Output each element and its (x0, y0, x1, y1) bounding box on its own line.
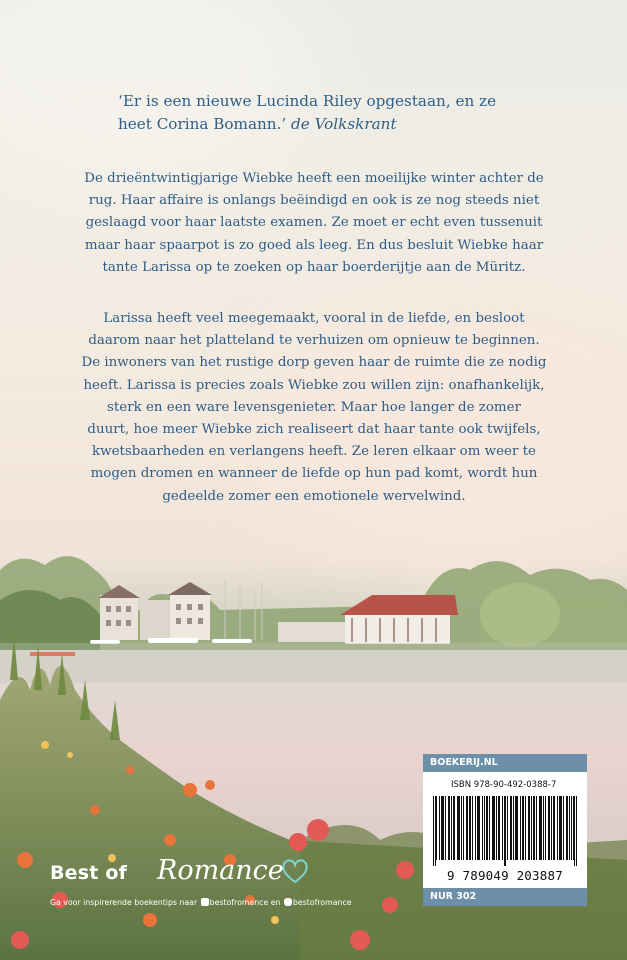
publisher-website: BOEKERIJ.NL (423, 754, 587, 772)
barcode-bar (553, 796, 554, 860)
barcode-bar (479, 796, 480, 860)
blurb-line: De inwoners van het rustige dorp geven haar de ruimte die ze nodig (81, 355, 547, 371)
barcode-bar (496, 796, 497, 860)
barcode-bar (436, 796, 437, 860)
isbn-number: ISBN 978-90-492-0388-7 (451, 780, 557, 790)
blurb-line: sterk en een ware levensgenieter. Maar hoe langer de zomer (107, 399, 521, 415)
instagram-handle: bestofromance (292, 898, 352, 907)
barcode-bar (574, 796, 575, 866)
barcode-bar (523, 796, 524, 860)
blurb-line: De drieëntwintigjarige Wiebke heeft een moeilijke winter achter de (84, 171, 544, 186)
tagline-text: Ga voor inspirerende boekentips naar (50, 898, 198, 907)
barcode-bar (445, 796, 446, 860)
quote-line-1: ‘Er is een nieuwe Lucinda Riley opgestaan, en ze (118, 92, 497, 110)
barcode-bar (548, 796, 549, 860)
blurb-line: duurt, hoe meer Wiebke zich realiseert dat haar tante ook twijfels, (87, 422, 541, 438)
barcode-bar (435, 796, 436, 866)
barcode-bar (453, 796, 454, 860)
instagram-icon (284, 898, 292, 906)
blurb-line: maar haar spaarpot is zo goed als leeg. En dus besluit Wiebke haar (84, 237, 544, 253)
barcode-bar (442, 796, 443, 860)
barcode-bar (543, 796, 544, 860)
barcode-bar (557, 796, 558, 860)
barcode-bar (482, 796, 483, 860)
barcode-bar (571, 796, 572, 860)
barcode-bar (467, 796, 468, 860)
barcode-bar (511, 796, 512, 860)
barcode-bar (573, 796, 574, 860)
barcode-bar (486, 796, 487, 860)
nur-code: NUR 302 (423, 888, 587, 906)
barcode-bar (484, 796, 485, 860)
barcode-bar (561, 796, 562, 860)
blurb-line: gedeelde zomer een emotionele wervelwind. (162, 488, 466, 504)
barcode-bar (478, 796, 479, 860)
barcode-bar (560, 796, 561, 860)
blurb-line: heeft. Larissa is precies zoals Wiebke zou willen zijn: onafhankelijk, (83, 377, 545, 393)
barcode-bar (549, 796, 550, 860)
tagline-and: en (270, 898, 281, 907)
blurb-line: Larissa heeft veel meegemaakt, vooral in de liefde, en besloot (103, 311, 525, 326)
quote-line-2-text: heet Corina Bomann.’ (118, 115, 287, 133)
barcode-bar (493, 796, 494, 860)
barcode-bar (475, 796, 476, 860)
barcode-bar (454, 796, 455, 860)
blurb-line: tante Larissa op te zoeken op haar boerderijtje aan de Müritz. (102, 259, 526, 275)
barcode-bar (528, 796, 529, 860)
barcode-bar (559, 796, 560, 860)
facebook-icon (201, 898, 209, 906)
barcode-bar (470, 796, 471, 860)
romance-script-label: Romance (157, 855, 284, 886)
barcode-bar (516, 796, 517, 860)
ean-number: 9 789049 203887 (447, 868, 563, 883)
barcode-bar (533, 796, 534, 860)
heart-icon (280, 857, 310, 885)
blurb-line: daarom naar het platteland te verhuizen om opnieuw te beginnen. (88, 333, 540, 349)
barcode-bar (489, 796, 490, 860)
blurb-line: geslaagd voor haar laatste examen. Ze moet er echt even tussenuit (85, 215, 543, 231)
barcode-bar (569, 796, 570, 860)
barcode-bar (529, 796, 530, 860)
barcode-bar (459, 796, 460, 860)
best-of-label: Best of (50, 862, 128, 884)
barcode-bar (469, 796, 470, 860)
barcode-bar (458, 796, 459, 860)
review-quote (118, 90, 538, 136)
barcode-bar (448, 796, 449, 860)
barcode-bar (545, 796, 546, 860)
barcode-bar (534, 796, 535, 860)
barcode-bar (567, 796, 568, 860)
blurb-line: rug. Haar affaire is onlangs beëindigd en ook is ze nog steeds niet (88, 193, 540, 209)
barcode-bar (525, 796, 526, 860)
barcode-bar (439, 796, 440, 860)
barcode-bar (536, 796, 537, 860)
facebook-handle: bestofromance (209, 898, 269, 907)
barcode-bar (504, 796, 505, 866)
barcode-bar (563, 796, 564, 860)
barcode-bar (522, 796, 523, 860)
barcode-bar (513, 796, 514, 860)
barcode-bar (451, 796, 452, 860)
barcode-bar (433, 796, 434, 866)
barcode-panel (423, 772, 587, 888)
barcode-bar (492, 796, 493, 860)
barcode-bar (541, 796, 542, 860)
barcode-bar (510, 796, 511, 860)
tagline (50, 898, 352, 907)
blurb-paragraph-2 (60, 308, 568, 508)
barcode-bar (457, 796, 458, 860)
barcode-bars (433, 796, 577, 866)
quote-line-2 (118, 113, 538, 136)
barcode-bar (449, 796, 450, 860)
blurb-line: kwetsbaarheden en verlangens heeft. Ze leren elkaar om weer te (92, 444, 536, 460)
barcode-bar (443, 796, 444, 860)
barcode-bar (466, 796, 467, 860)
barcode-bar (576, 796, 577, 866)
barcode-bar (517, 796, 518, 860)
blurb-line: mogen dromen en wanneer de liefde op hun pad komt, wordt hun (90, 466, 538, 482)
barcode-bar (505, 796, 506, 866)
barcode-bar (539, 796, 540, 860)
barcode-bar (461, 796, 462, 860)
barcode-bar (477, 796, 478, 860)
barcode-bar (502, 796, 503, 860)
barcode-bar (566, 796, 567, 860)
barcode-bar (463, 796, 464, 860)
barcode-box (423, 754, 587, 906)
quote-source: de Volkskrant (291, 115, 397, 133)
barcode-bar (487, 796, 488, 860)
barcode-bar (472, 796, 473, 860)
barcode-bar (498, 796, 499, 860)
barcode-bar (520, 796, 521, 860)
blurb-paragraph-1 (60, 168, 568, 279)
barcode-bar (494, 796, 495, 860)
barcode-bar (531, 796, 532, 860)
barcode-bar (540, 796, 541, 860)
barcode-bar (515, 796, 516, 860)
barcode-bar (551, 796, 552, 860)
barcode-bar (507, 796, 508, 860)
barcode-bar (441, 796, 442, 860)
barcode-bar (554, 796, 555, 860)
barcode-bar (499, 796, 500, 860)
